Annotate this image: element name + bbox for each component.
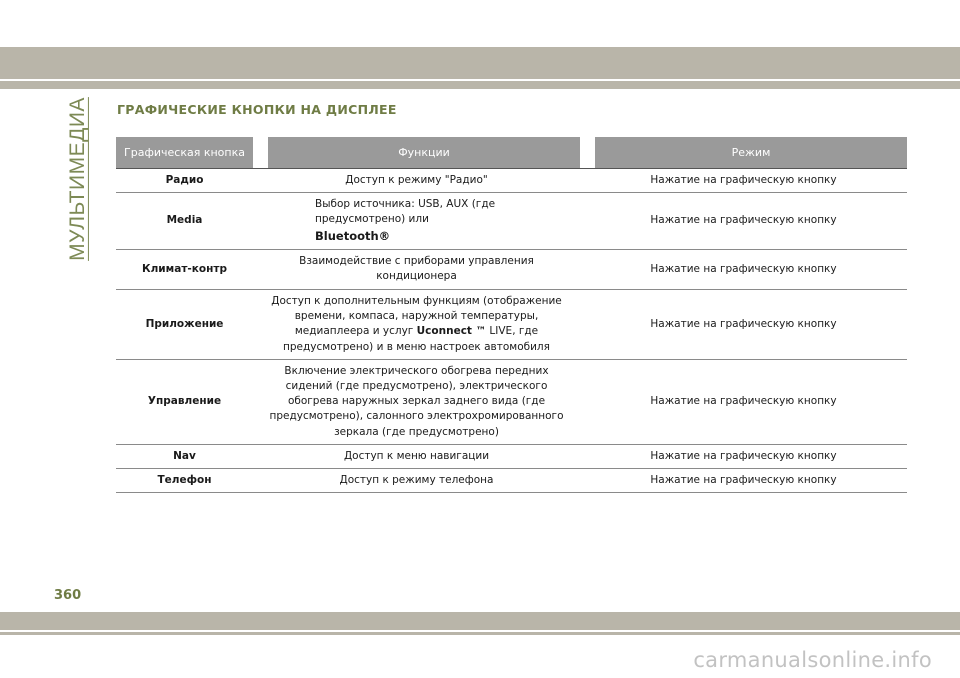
- row-mode: Нажатие на графическую кнопку: [580, 359, 907, 444]
- row-function: Выбор источника: USB, AUX (где предусмотрено) или Bluetooth®: [253, 193, 580, 250]
- bottom-band-line: [0, 632, 960, 635]
- row-name: Nav: [116, 444, 253, 468]
- table-row: [116, 444, 907, 468]
- side-section-label-text: МУЛЬТИМЕДИА: [66, 97, 89, 261]
- row-mode: Нажатие на графическую кнопку: [580, 444, 907, 468]
- row-name: Media: [116, 193, 253, 250]
- row-mode: Нажатие на графическую кнопку: [580, 249, 907, 289]
- header-function: Функции: [268, 137, 580, 169]
- row-function: Включение электрического обогрева передних сидений (где предусмотрено), электрического обогрева наружных зеркал заднего вида (где предусмотрено), салонного электрохромированного зеркала (где предусмотрено): [253, 359, 580, 444]
- watermark: carmanualsonline.info: [693, 648, 932, 672]
- page-number: 360: [54, 588, 82, 603]
- bottom-band: [0, 612, 960, 630]
- table-row: [116, 289, 907, 359]
- row-name: Телефон: [116, 469, 253, 493]
- table-header-row: [116, 137, 907, 169]
- row-function: Доступ к меню навигации: [253, 444, 580, 468]
- row-mode: Нажатие на графическую кнопку: [580, 289, 907, 359]
- row-mode: Нажатие на графическую кнопку: [580, 193, 907, 250]
- table-row: [116, 359, 907, 444]
- section-title: ГРАФИЧЕСКИЕ КНОПКИ НА ДИСПЛЕЕ: [117, 102, 397, 117]
- row-function: Доступ к режиму "Радио": [253, 169, 580, 193]
- side-section-label: [55, 88, 101, 270]
- row-name: Приложение: [116, 289, 253, 359]
- header-mode: Режим: [595, 137, 907, 169]
- row-name: Климат-контр: [116, 249, 253, 289]
- top-band-line: [0, 81, 960, 89]
- table-row: [116, 169, 907, 193]
- header-button: Графическая кнопка: [116, 137, 253, 169]
- table-row: [116, 193, 907, 250]
- row-name: Управление: [116, 359, 253, 444]
- row-name: Радио: [116, 169, 253, 193]
- table-row: [116, 249, 907, 289]
- row-function: Доступ к дополнительным функциям (отображение времени, компаса, наружной температуры, медиаплеера и услуг Uconnect ™ LIVE, где предусмотрено) и в меню настроек автомобиля: [253, 289, 580, 359]
- row-mode: Нажатие на графическую кнопку: [580, 469, 907, 493]
- buttons-table: [116, 137, 907, 493]
- top-band: [0, 47, 960, 79]
- row-function: Взаимодействие с приборами управления кондиционера: [253, 249, 580, 289]
- row-mode: Нажатие на графическую кнопку: [580, 169, 907, 193]
- row-function: Доступ к режиму телефона: [253, 469, 580, 493]
- table-row: [116, 469, 907, 493]
